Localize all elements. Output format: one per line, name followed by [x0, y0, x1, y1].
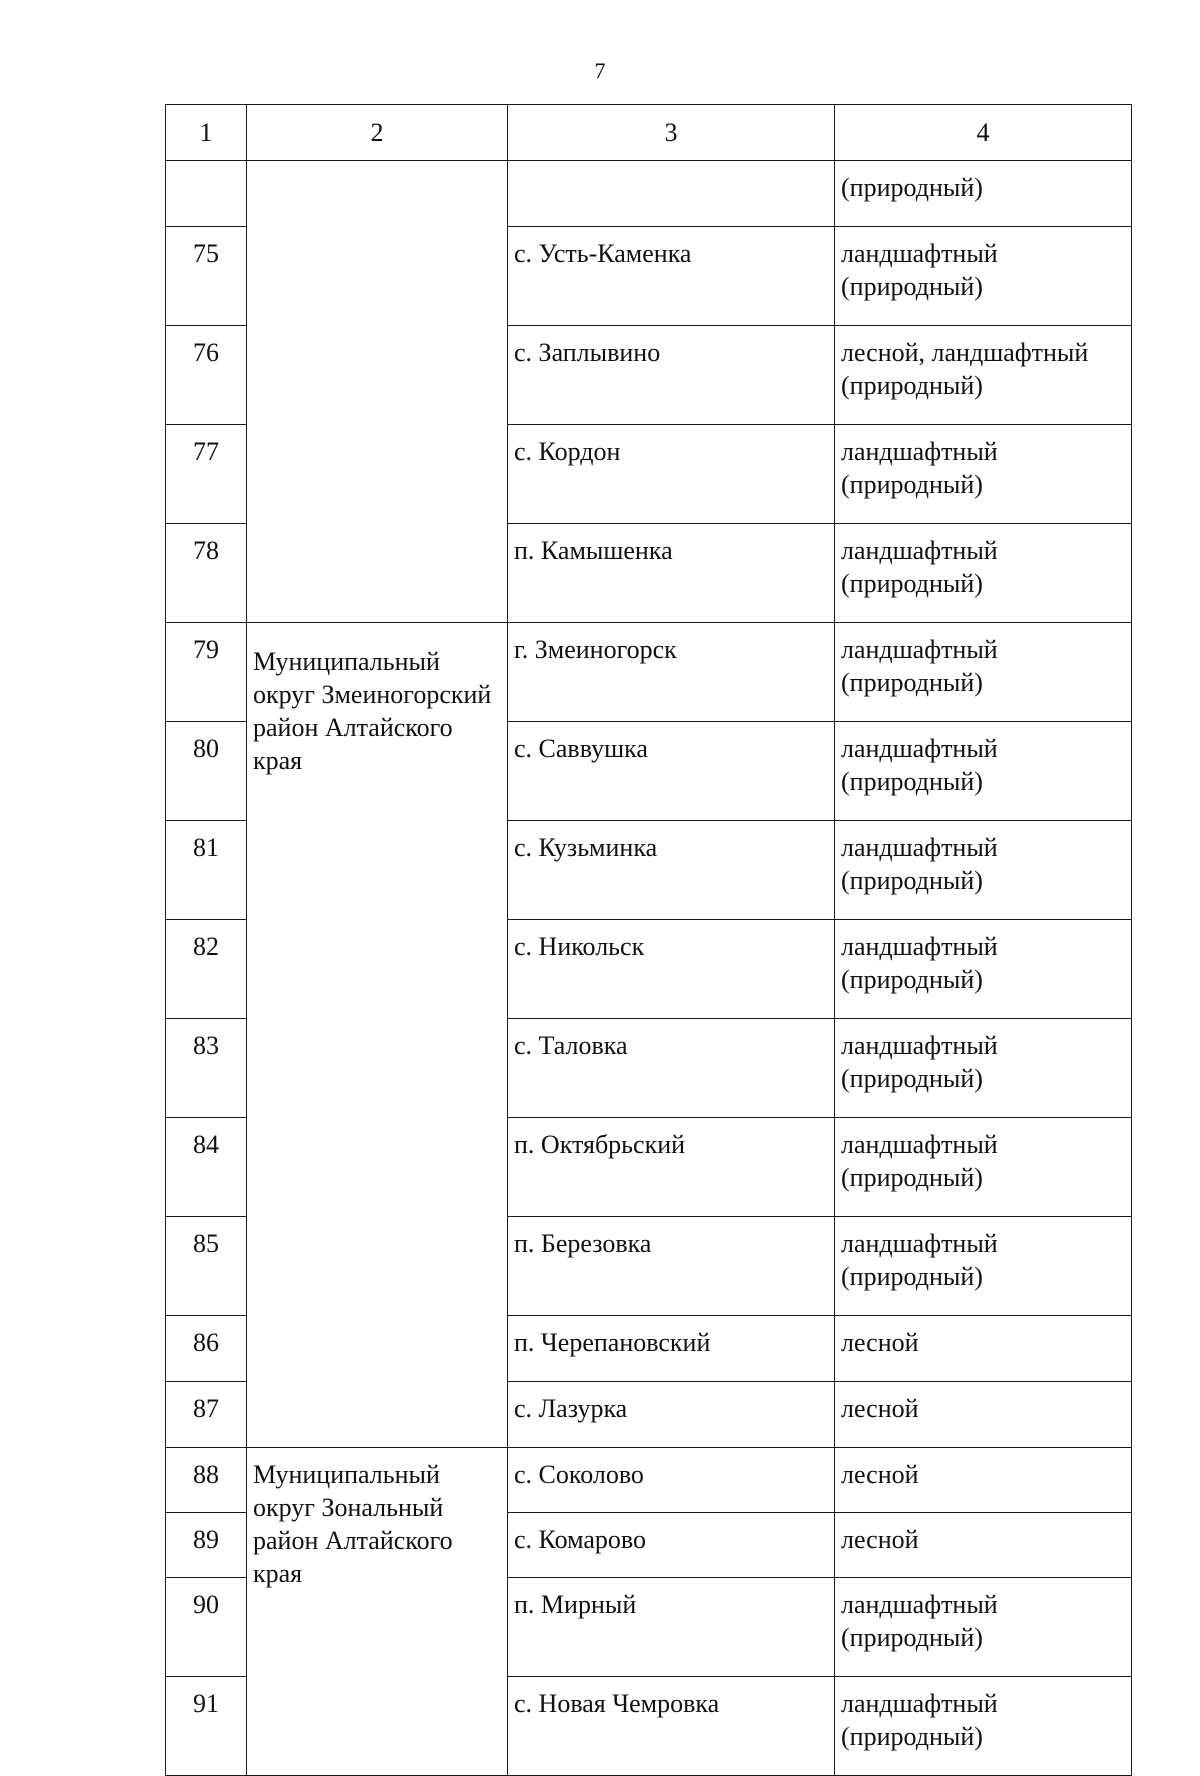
row-number-cell: 80: [166, 722, 247, 821]
settlement-cell: с. Кузьминка: [508, 821, 835, 920]
settlement-cell: с. Новая Чемровка: [508, 1677, 835, 1776]
header-cell: 1: [166, 105, 247, 161]
type-cell: ландшафтный (природный): [835, 623, 1132, 722]
row-number-cell: 79: [166, 623, 247, 722]
settlement-cell: г. Змеиногорск: [508, 623, 835, 722]
settlement-cell: с. Таловка: [508, 1019, 835, 1118]
settlement-cell: п. Октябрьский: [508, 1118, 835, 1217]
settlement-cell: с. Заплывино: [508, 326, 835, 425]
header-cell: 4: [835, 105, 1132, 161]
table-row: [166, 161, 1132, 227]
settlement-cell: с. Никольск: [508, 920, 835, 1019]
type-cell: ландшафтный (природный): [835, 524, 1132, 623]
header-cell: 3: [508, 105, 835, 161]
row-number-cell: 91: [166, 1677, 247, 1776]
settlement-cell: с. Кордон: [508, 425, 835, 524]
type-cell: ландшафтный (природный): [835, 1019, 1132, 1118]
type-cell: лесной: [835, 1382, 1132, 1448]
row-number-cell: 87: [166, 1382, 247, 1448]
settlement-cell: с. Соколово: [508, 1448, 835, 1513]
type-cell: ландшафтный (природный): [835, 1677, 1132, 1776]
type-cell: (природный): [835, 161, 1132, 227]
settlement-cell: с. Комарово: [508, 1513, 835, 1578]
row-number-cell: 82: [166, 920, 247, 1019]
table-row: [166, 1448, 1132, 1513]
settlement-cell: п. Березовка: [508, 1217, 835, 1316]
type-cell: ландшафтный (природный): [835, 920, 1132, 1019]
type-cell: ландшафтный (природный): [835, 1118, 1132, 1217]
row-number-cell: 81: [166, 821, 247, 920]
row-number-cell: 88: [166, 1448, 247, 1513]
table-row: [166, 623, 1132, 722]
district-cell: Муниципальный округ Зональный район Алтайского края: [247, 1448, 508, 1776]
row-number-cell: 86: [166, 1316, 247, 1382]
row-number-cell: 83: [166, 1019, 247, 1118]
settlement-cell: с. Саввушка: [508, 722, 835, 821]
row-number-cell: 84: [166, 1118, 247, 1217]
district-cell: Муниципальный округ Змеиногорский район Алтайского края: [247, 623, 508, 1448]
row-number-cell: 76: [166, 326, 247, 425]
row-number-cell: 77: [166, 425, 247, 524]
type-cell: лесной: [835, 1513, 1132, 1578]
row-number-cell: 75: [166, 227, 247, 326]
header-cell: 2: [247, 105, 508, 161]
row-number-cell: 78: [166, 524, 247, 623]
settlement-cell: п. Черепановский: [508, 1316, 835, 1382]
type-cell: ландшафтный (природный): [835, 1578, 1132, 1677]
district-cell-previous: [247, 161, 508, 623]
type-cell: лесной, ландшафтный (природный): [835, 326, 1132, 425]
row-number-cell: [166, 161, 247, 227]
settlements-table: [165, 104, 1132, 1776]
type-cell: ландшафтный (природный): [835, 1217, 1132, 1316]
settlement-cell: с. Лазурка: [508, 1382, 835, 1448]
settlement-cell: с. Усть-Каменка: [508, 227, 835, 326]
type-cell: лесной: [835, 1316, 1132, 1382]
settlement-cell: п. Камышенка: [508, 524, 835, 623]
type-cell: ландшафтный (природный): [835, 722, 1132, 821]
type-cell: ландшафтный (природный): [835, 227, 1132, 326]
type-cell: ландшафтный (природный): [835, 821, 1132, 920]
type-cell: ландшафтный (природный): [835, 425, 1132, 524]
type-cell: лесной: [835, 1448, 1132, 1513]
row-number-cell: 89: [166, 1513, 247, 1578]
page-number: 7: [594, 58, 606, 83]
settlement-cell: [508, 161, 835, 227]
row-number-cell: 90: [166, 1578, 247, 1677]
row-number-cell: 85: [166, 1217, 247, 1316]
settlement-cell: п. Мирный: [508, 1578, 835, 1677]
table-header-row: [166, 105, 1132, 161]
